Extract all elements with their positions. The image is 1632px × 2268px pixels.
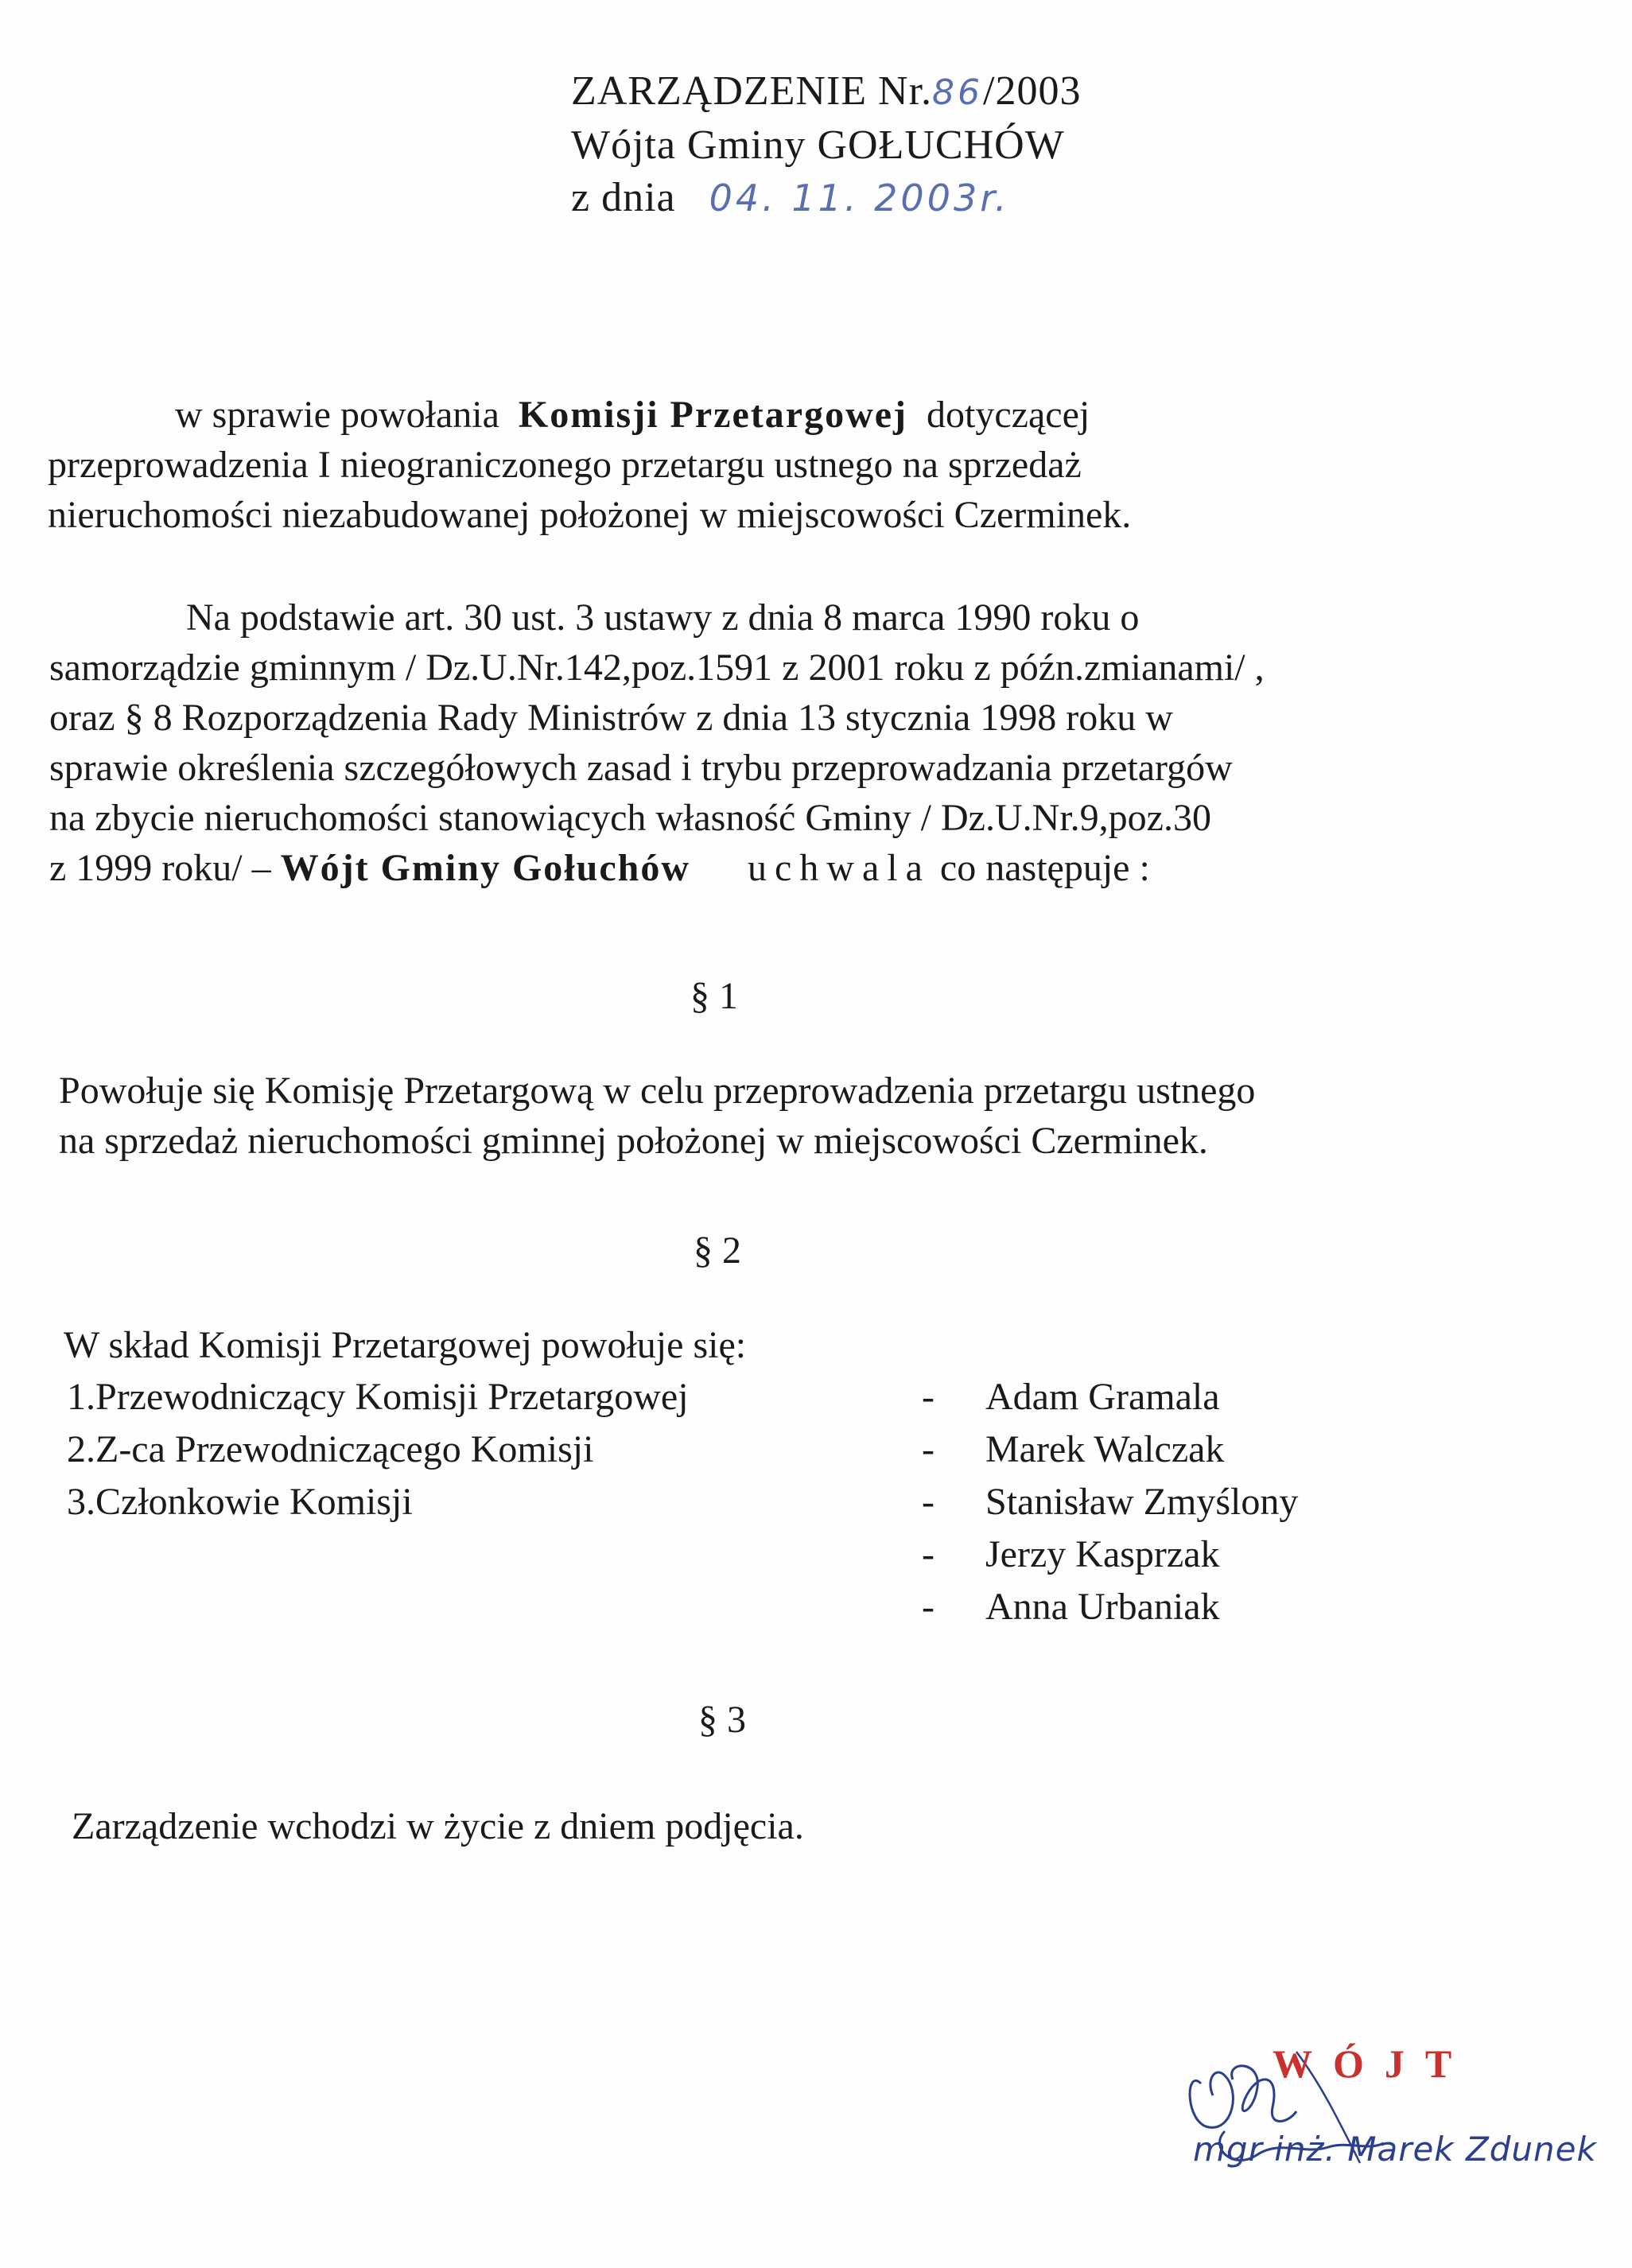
section-3-mark: § 3 [698, 1699, 746, 1741]
basis-bold: Wójt Gminy Gołuchów [280, 847, 690, 889]
official-stamp [1177, 2036, 1597, 2219]
members-list [67, 1371, 1298, 1633]
member-row [67, 1476, 1298, 1528]
member-row [67, 1371, 1298, 1423]
member-dash: - [922, 1428, 935, 1470]
basis-paragraph [49, 592, 1265, 893]
handwritten-number: 86 [932, 72, 984, 113]
member-role [67, 1528, 922, 1581]
date-label: z dnia [571, 175, 676, 220]
stamp-title: WÓJT [1273, 2041, 1473, 2086]
section-2-intro: W skład Komisji Przetargowej powołuje się: [64, 1324, 747, 1366]
section-1-line-2: na sprzedaż nieruchomości gminnej położonej w miejscowości Czerminek. [59, 1120, 1208, 1162]
member-row [67, 1581, 1298, 1633]
subject-bold: Komisji Przetargowej [518, 394, 908, 436]
member-name: Anna Urbaniak [985, 1586, 1220, 1628]
basis-line-4: sprawie określenia szczegółowych zasad i trybu przeprowadzania przetargów [49, 747, 1233, 789]
basis-spaced: uchwala [747, 847, 931, 889]
member-row [67, 1423, 1298, 1476]
basis-line-1: Na podstawie art. 30 ust. 3 ustawy z dnia 8 marca 1990 roku o [186, 596, 1140, 639]
section-3-paragraph: Zarządzenie wchodzi w życie z dniem podjęcia. [72, 1805, 804, 1847]
date-line [571, 172, 1081, 224]
member-role: 3.Członkowie Komisji [67, 1481, 413, 1523]
member-name: Adam Gramala [985, 1376, 1220, 1418]
member-dash: - [922, 1586, 935, 1628]
section-1-paragraph [59, 1066, 1255, 1166]
member-role: 1.Przewodniczący Komisji Przetargowej [67, 1376, 689, 1418]
title-prefix: ZARZĄDZENIE Nr. [571, 68, 933, 114]
basis-line-5: na zbycie nieruchomości stanowiących własność Gminy / Dz.U.Nr.9,poz.30 [49, 797, 1211, 839]
section-1-line-1: Powołuje się Komisję Przetargową w celu przeprowadzenia przetargu ustnego [59, 1070, 1256, 1112]
member-row [67, 1528, 1298, 1581]
member-role: 2.Z-ca Przewodniczącego Komisji [67, 1428, 594, 1470]
document-title [571, 65, 1081, 119]
member-name: Jerzy Kasprzak [985, 1533, 1220, 1575]
subject-line-2: przeprowadzenia I nieograniczonego przetargu ustnego na sprzedaż [48, 444, 1082, 486]
member-dash: - [922, 1481, 935, 1523]
member-role [67, 1581, 922, 1633]
subject-paragraph [48, 390, 1131, 540]
subject-line-1: w sprawie powołania Komisji Przetargowej dotyczącej [175, 394, 1090, 436]
member-dash: - [922, 1533, 935, 1575]
document-header [571, 65, 1081, 224]
section-2-mark: § 2 [694, 1229, 741, 1272]
basis-line-6: z 1999 roku/ – Wójt Gminy Gołuchów uchwala co następuje : [49, 847, 1150, 889]
section-1-mark: § 1 [690, 975, 738, 1017]
subject-line-3: nieruchomości niezabudowanej położonej w miejscowości Czerminek. [48, 494, 1132, 536]
member-name: Marek Walczak [985, 1428, 1225, 1470]
basis-line-3: oraz § 8 Rozporządzenia Rady Ministrów z dnia 13 stycznia 1998 roku w [49, 697, 1173, 739]
member-name: Stanisław Zmyślony [985, 1481, 1299, 1523]
handwritten-date: 04. 11. 2003r. [709, 177, 1010, 219]
basis-line-2: samorządzie gminnym / Dz.U.Nr.142,poz.1591 z 2001 roku z późn.zmianami/ , [49, 647, 1265, 689]
stamp-name: mgr inż. Marek Zdunek [1193, 2130, 1597, 2169]
issuer-line: Wójta Gminy GOŁUCHÓW [571, 122, 1065, 168]
title-suffix: /2003 [983, 68, 1082, 114]
member-dash: - [922, 1376, 935, 1418]
